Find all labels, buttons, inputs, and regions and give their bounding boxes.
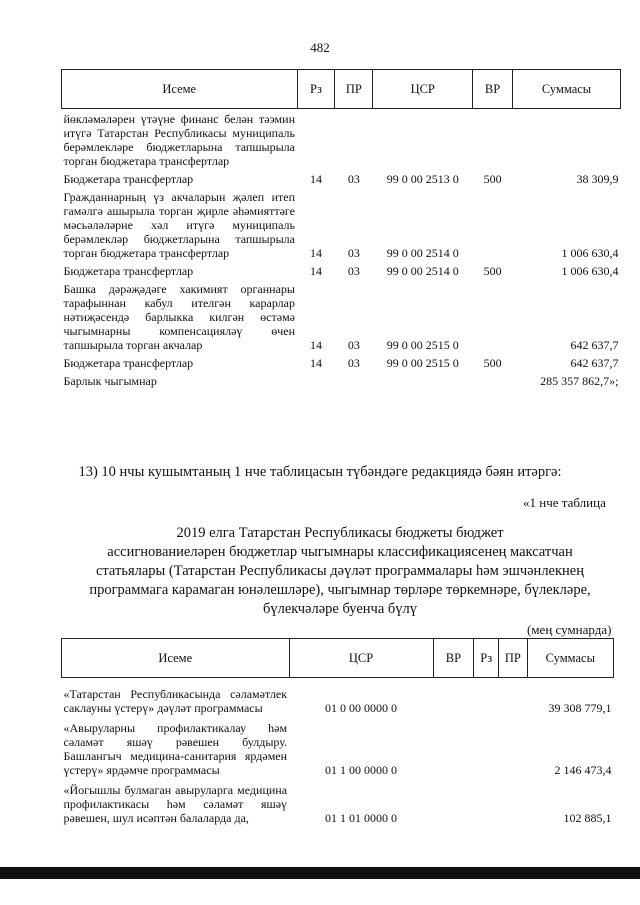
row-vr (473, 370, 513, 388)
scan-bottom-bar (0, 867, 640, 879)
header-pr: ПР (335, 70, 373, 109)
row-csr: 01 1 01 0000 0 (325, 811, 398, 825)
row-rz (297, 370, 335, 388)
row-csr: 99 0 00 2514 0 (386, 246, 459, 260)
row-csr: 99 0 00 2513 0 (386, 172, 459, 186)
row-pr: 03 (347, 264, 360, 278)
row-csr (373, 109, 473, 169)
row-vr (473, 186, 513, 260)
page-number: 482 (310, 40, 330, 55)
row-name: Бюджетара трансфертлар (63, 356, 194, 370)
row-pr (335, 370, 373, 388)
row-csr: 99 0 00 2515 0 (386, 338, 459, 352)
table-header-row (62, 70, 621, 109)
table-label: «1 нче таблица (523, 495, 606, 510)
row-sum: 2 146 473,4 (554, 763, 612, 777)
row-pr: 03 (347, 356, 360, 370)
row-sum: 39 308 779,1 (548, 701, 612, 715)
row-csr: 01 0 00 0000 0 (325, 701, 398, 715)
row-rz: 14 (309, 264, 322, 278)
header-vr: ВР (473, 70, 513, 109)
row-name: Башка дәрәҗәдәге хакимият органнары тарафыннан кабул ителгән карарлар нәтиҗәсендә барлыкка килгән өстәмә чыгымнарны компенсацияләү өчен тапшырыла торган акчалар (63, 282, 295, 352)
row-sum: 38 309,9 (576, 172, 619, 186)
row-pr: 03 (347, 338, 360, 352)
table-row (62, 678, 614, 716)
units-label: (мең сумнарда) (527, 622, 612, 637)
row-sum: 642 637,7 (570, 338, 619, 352)
header-csr: ЦСР (373, 70, 473, 109)
header-sum: Суммасы (513, 70, 621, 109)
title-line: бүлекчәләре буенча бүлү (262, 601, 418, 617)
header-name: Исеме (62, 70, 298, 109)
row-sum: 1 006 630,4 (561, 246, 619, 260)
row-csr: 01 1 00 0000 0 (325, 763, 398, 777)
row-pr (335, 109, 373, 169)
row-name: Барлык чыгымнар (63, 374, 157, 388)
row-rz: 14 (309, 246, 322, 260)
table-row (62, 715, 614, 777)
row-name: «Йогышлы булмаган авыруларга медицина профилактикасы һәм сәламәт яшәү рәвешен, шул исәптән балаларда да, (63, 783, 288, 825)
row-csr: 99 0 00 2514 0 (386, 264, 459, 278)
row-rz (297, 109, 335, 169)
table-row (62, 109, 621, 169)
title-line: статьялары (Татарстан Республикасы дәүләт программалары һәм эшчәнлекнең (95, 563, 584, 579)
table-row (62, 260, 621, 278)
table-row (62, 278, 621, 352)
title-line: программага карамаган юнәлешләре), чыгымнар төрләре төркемнәре, бүлекләре, (89, 582, 591, 598)
budget-table-continued (61, 69, 621, 388)
title-line: ассигнованиеләрен бюджетлар чыгымнары классификациясенең максатчан (107, 544, 573, 560)
header-pr: ПР (499, 639, 528, 678)
row-csr: 99 0 00 2515 0 (386, 356, 459, 370)
row-vr: 500 (483, 264, 502, 278)
table-row (62, 186, 621, 260)
row-name: Гражданнарның үз акчаларын җәлеп итеп гамәлгә ашырыла торган җирле әһәмияттәге мәсьәләләрне хәл итүгә муниципаль берәмлекләр бюджетларына тапшырыла торган бюджетара трансфертлар (63, 190, 295, 260)
row-sum: 1 006 630,4 (561, 264, 619, 278)
header-rz: Рз (297, 70, 335, 109)
row-vr (473, 278, 513, 352)
row-pr: 03 (347, 246, 360, 260)
row-csr (373, 370, 473, 388)
row-name: Бюджетара трансфертлар (63, 264, 194, 278)
budget-allocation-table (61, 638, 614, 825)
header-rz: Рз (474, 639, 499, 678)
row-vr (473, 109, 513, 169)
amendment-paragraph: 13) 10 нчы кушымтаның 1 нче таблицасын түбәндәге редакциядә бәян итәргә: (78, 464, 562, 480)
table-row (62, 352, 621, 370)
row-rz: 14 (309, 172, 322, 186)
table-row-total (62, 370, 621, 388)
row-rz: 14 (309, 338, 322, 352)
row-vr: 500 (483, 172, 502, 186)
row-name: «Татарстан Республикасында сәламәтлек саклауны үстерү» дәүләт программасы (63, 687, 288, 715)
table-row (62, 168, 621, 186)
row-sum: 642 637,7 (570, 356, 619, 370)
table-row (62, 777, 614, 825)
row-vr: 500 (483, 356, 502, 370)
header-name: Исеме (62, 639, 290, 678)
table-title (70, 524, 610, 619)
row-sum: 102 885,1 (563, 811, 612, 825)
row-sum: 285 357 862,7»; (540, 374, 619, 388)
header-vr: ВР (433, 639, 474, 678)
row-name: «Авыруларны профилактикалау һәм сәламәт яшәү рәвешен булдыру. Башлангыч медицина-санитария ярдәмен үстерү» ярдәмче программасы (63, 721, 288, 777)
row-rz: 14 (309, 356, 322, 370)
table-header-row (62, 639, 614, 678)
title-line: 2019 елга Татарстан Республикасы бюджеты бюджет (176, 525, 504, 541)
row-pr: 03 (347, 172, 360, 186)
row-sum (513, 109, 621, 169)
header-sum: Суммасы (527, 639, 613, 678)
row-name: Бюджетара трансфертлар (63, 172, 194, 186)
row-name: йөкләмәләрен үтәүне финанс белән тәэмин итүгә Татарстан Республикасы муниципаль берәмлекләре бюджетларына тапшырыла торган бюджетара трансфертлар (63, 112, 295, 168)
header-csr: ЦСР (289, 639, 433, 678)
